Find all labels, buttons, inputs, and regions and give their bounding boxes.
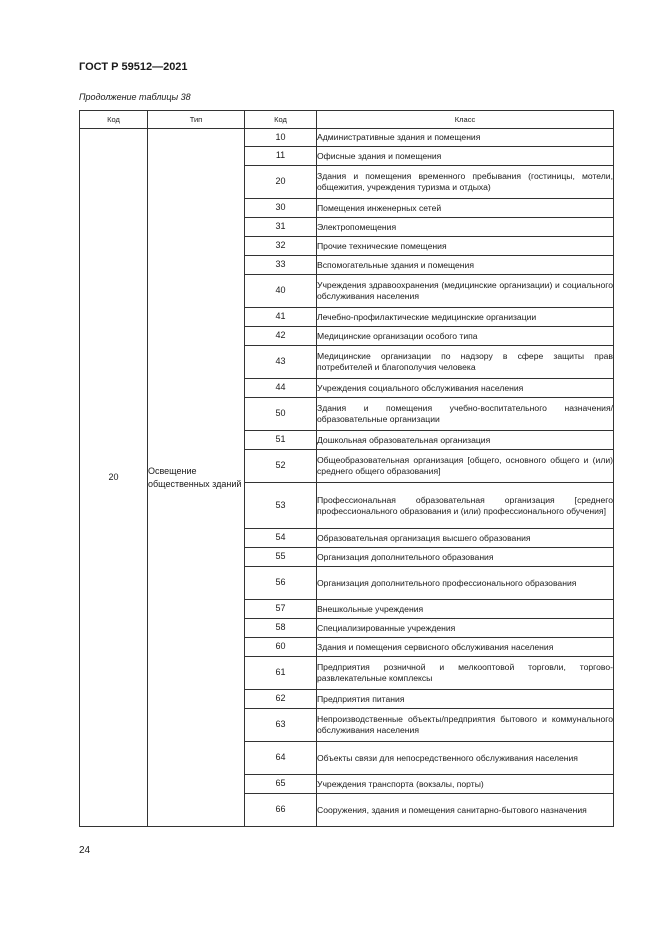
class-code-cell: 54 <box>245 529 317 548</box>
class-label-cell: Прочие технические помещения <box>317 237 614 256</box>
class-code-cell: 32 <box>245 237 317 256</box>
class-code-cell: 61 <box>245 657 317 690</box>
class-label-cell: Офисные здания и помещения <box>317 147 614 166</box>
header-kod: Код <box>80 111 148 129</box>
class-label-cell: Дошкольная образовательная организация <box>317 431 614 450</box>
class-label-cell: Административные здания и помещения <box>317 129 614 147</box>
class-code-cell: 56 <box>245 567 317 600</box>
class-code-cell: 51 <box>245 431 317 450</box>
document-header: ГОСТ Р 59512—2021 <box>79 61 188 73</box>
class-label-cell: Внешкольные учреждения <box>317 600 614 619</box>
class-label-cell: Вспомогательные здания и помещения <box>317 256 614 275</box>
class-label-cell: Организация дополнительного профессионального образования <box>317 567 614 600</box>
class-label-cell: Предприятия питания <box>317 690 614 709</box>
class-code-cell: 30 <box>245 199 317 218</box>
class-code-cell: 55 <box>245 548 317 567</box>
class-label-cell: Медицинские организации по надзору в сфере защиты прав потребителей и благополучия человека <box>317 346 614 379</box>
class-code-cell: 20 <box>245 166 317 199</box>
class-label-cell: Специализированные учреждения <box>317 619 614 638</box>
class-code-cell: 43 <box>245 346 317 379</box>
class-label-cell: Здания и помещения временного пребывания (гостиницы, мотели, общежития, учреждения туризма и отдыха) <box>317 166 614 199</box>
group-code-cell: 20 <box>80 129 148 827</box>
class-code-cell: 58 <box>245 619 317 638</box>
class-code-cell: 41 <box>245 308 317 327</box>
class-label-cell: Электропомещения <box>317 218 614 237</box>
class-label-cell: Помещения инженерных сетей <box>317 199 614 218</box>
table-body <box>80 129 614 827</box>
class-code-cell: 64 <box>245 742 317 775</box>
class-code-cell: 57 <box>245 600 317 619</box>
class-label-cell: Медицинские организации особого типа <box>317 327 614 346</box>
class-code-cell: 40 <box>245 275 317 308</box>
header-klass: Класс <box>317 111 614 129</box>
class-code-cell: 11 <box>245 147 317 166</box>
table-caption: Продолжение таблицы 38 <box>79 92 191 102</box>
class-code-cell: 66 <box>245 794 317 827</box>
class-code-cell: 31 <box>245 218 317 237</box>
class-code-cell: 42 <box>245 327 317 346</box>
class-label-cell: Образовательная организация высшего образования <box>317 529 614 548</box>
class-code-cell: 65 <box>245 775 317 794</box>
class-code-cell: 50 <box>245 398 317 431</box>
class-code-cell: 33 <box>245 256 317 275</box>
class-label-cell: Здания и помещения сервисного обслуживания населения <box>317 638 614 657</box>
classification-table <box>79 110 614 827</box>
class-label-cell: Общеобразовательная организация [общего, основного общего и (или) среднего общего образования] <box>317 450 614 483</box>
group-type-cell: Освещение общественных зданий <box>148 129 245 827</box>
class-label-cell: Учреждения транспорта (вокзалы, порты) <box>317 775 614 794</box>
table-header-row <box>80 111 614 129</box>
class-code-cell: 63 <box>245 709 317 742</box>
class-code-cell: 60 <box>245 638 317 657</box>
class-label-cell: Лечебно-профилактические медицинские организации <box>317 308 614 327</box>
class-label-cell: Объекты связи для непосредственного обслуживания населения <box>317 742 614 775</box>
class-code-cell: 44 <box>245 379 317 398</box>
class-label-cell: Профессиональная образовательная организация [среднего профессионального образования и (или) профессионального обучения] <box>317 483 614 529</box>
class-label-cell: Учреждения социального обслуживания населения <box>317 379 614 398</box>
class-label-cell: Здания и помещения учебно-воспитательного назначения/образовательные организации <box>317 398 614 431</box>
page-number: 24 <box>79 845 91 856</box>
class-code-cell: 62 <box>245 690 317 709</box>
class-label-cell: Непроизводственные объекты/предприятия бытового и коммунального обслуживания населения <box>317 709 614 742</box>
header-kod-class: Код <box>245 111 317 129</box>
class-code-cell: 52 <box>245 450 317 483</box>
class-label-cell: Предприятия розничной и мелкооптовой торговли, торгово-развлекательные комплексы <box>317 657 614 690</box>
class-code-cell: 53 <box>245 483 317 529</box>
class-label-cell: Учреждения здравоохранения (медицинские организации) и социального обслуживания населения <box>317 275 614 308</box>
table-row <box>80 129 614 147</box>
class-label-cell: Сооружения, здания и помещения санитарно-бытового назначения <box>317 794 614 827</box>
header-tip: Тип <box>148 111 245 129</box>
class-code-cell: 10 <box>245 129 317 147</box>
class-label-cell: Организация дополнительного образования <box>317 548 614 567</box>
